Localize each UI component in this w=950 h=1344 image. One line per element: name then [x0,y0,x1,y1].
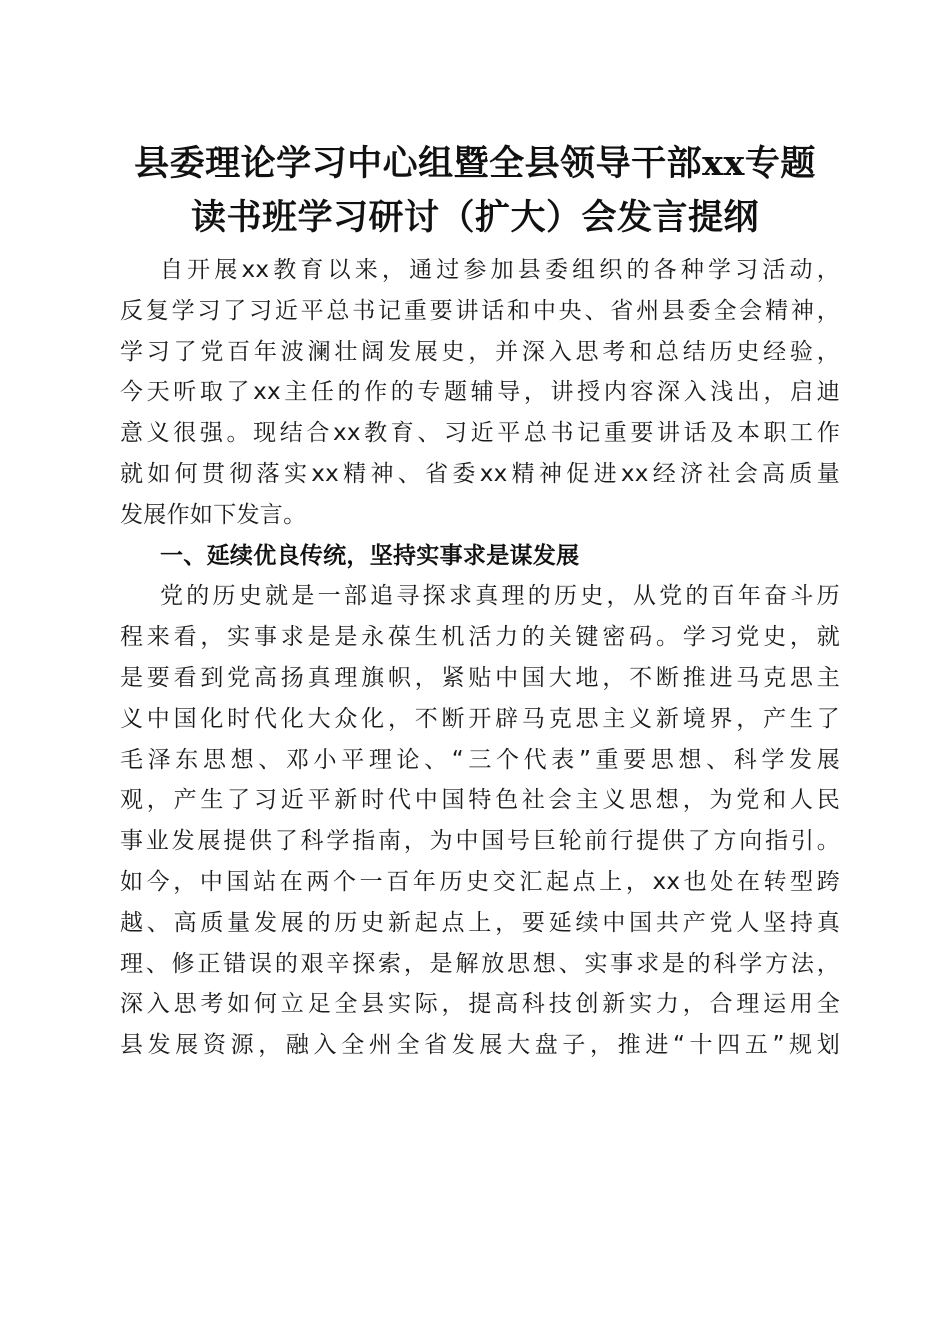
document-title-line-1: 县委理论学习中心组暨全县领导干部xx专题 [134,143,816,184]
section-line: 党的历史就是一部追寻探求真理的历史，从党的百年奋斗历 [160,583,840,610]
intro-line: 意义很强。现结合xx教育、习近平总书记重要讲话及本职工作 [120,420,840,447]
intro-line: 就如何贯彻落实xx精神、省委xx精神促进xx经济社会高质量 [120,460,840,487]
section-line: 如今，中国站在两个一百年历史交汇起点上，xx也处在转型跨 [120,868,840,895]
section-line: 县发展资源，融入全州全省发展大盘子，推进“十四五”规划 [120,1032,840,1059]
section-heading: 一、延续优良传统，坚持实事求是谋发展 [160,542,580,569]
section-line: 是要看到党高扬真理旗帜，紧贴中国大地，不断推进马克思主 [120,664,840,691]
document-title-line-2: 读书班学习研讨（扩大）会发言提纲 [190,197,759,238]
intro-line: 反复学习了习近平总书记重要讲话和中央、省州县委全会精神， [120,297,840,324]
document-body [120,250,840,1066]
intro-line: 今天听取了xx主任的作的专题辅导，讲授内容深入浅出，启迪 [120,379,840,406]
section-line: 毛泽东思想、邓小平理论、“三个代表”重要思想、科学发展 [120,746,840,773]
section-line: 义中国化时代化大众化，不断开辟马克思主义新境界，产生了 [120,705,840,732]
section-line: 越、高质量发展的历史新起点上，要延续中国共产党人坚持真 [120,909,840,936]
intro-line: 学习了党百年波澜壮阔发展史，并深入思考和总结历史经验， [120,338,840,365]
section-line: 观，产生了习近平新时代中国特色社会主义思想，为党和人民 [120,787,840,814]
section-line: 程来看，实事求是是永葆生机活力的关键密码。学习党史，就 [120,624,840,651]
intro-line: 自开展xx教育以来，通过参加县委组织的各种学习活动， [160,257,840,283]
section-line: 深入思考如何立足全县实际，提高科技创新实力，合理运用全 [120,991,840,1018]
section-line: 事业发展提供了科学指南，为中国号巨轮前行提供了方向指引。 [120,828,840,855]
intro-line: 发展作如下发言。 [120,501,307,528]
section-line: 理、修正错误的艰辛探索，是解放思想、实事求是的科学方法， [120,950,840,977]
